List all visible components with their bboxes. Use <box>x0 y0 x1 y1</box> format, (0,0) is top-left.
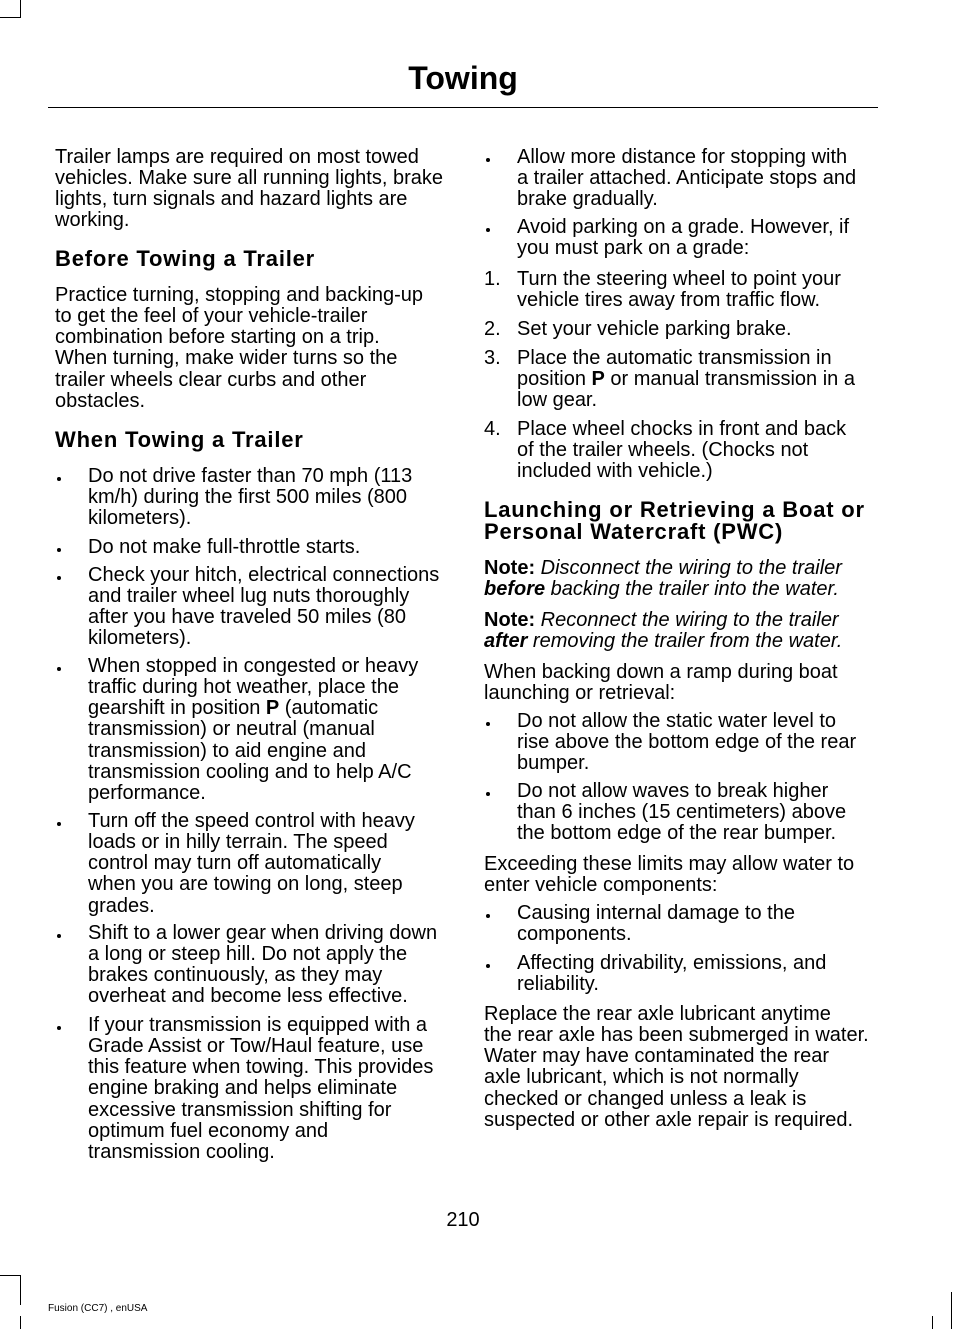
bullet-icon <box>57 822 61 826</box>
step-text: Place wheel chocks in front and back of the trailer wheels. (Chocks not included with vehicle.) <box>517 418 847 483</box>
backing-paragraph: When backing down a ramp during boat launching or retrieval: <box>484 661 838 705</box>
bullet-icon <box>486 228 490 232</box>
list-item <box>55 811 455 917</box>
list-item-text: Turn off the speed control with heavy loads or in hilly terrain. The speed control may turn off automatically when you are towing on long, steep grades. <box>88 810 415 917</box>
list-item-text: Avoid parking on a grade. However, if you must park on a grade: <box>517 216 850 260</box>
list-item-text: Do not allow waves to break higher than 6 inches (15 centimeters) above the bottom edge of the rear bumper. <box>517 780 847 845</box>
list-item-text: Allow more distance for stopping with a trailer attached. Anticipate stops and brake gradually. <box>517 146 857 211</box>
list-item <box>55 466 455 529</box>
section-heading-when-towing: When Towing a Trailer <box>55 427 304 452</box>
list-item-text: Do not drive faster than 70 mph (113 km/h) during the first 500 miles (800 kilometers). <box>88 465 413 530</box>
step-item <box>484 419 884 482</box>
bullet-icon <box>486 722 490 726</box>
list-item <box>484 711 884 774</box>
note-emphasis: before <box>484 578 546 601</box>
bullet-icon <box>486 964 490 968</box>
bullet-icon <box>486 914 490 918</box>
list-item-text: Affecting drivability, emissions, and reliability. <box>517 952 827 996</box>
section-heading-launching: Launching or Retrieving a Boat or Personal Watercraft (PWC) <box>484 497 865 544</box>
step-text <box>517 348 884 411</box>
list-item-text: Do not allow the static water level to rise above the bottom edge of the rear bumper. <box>517 710 857 775</box>
list-item-text: Shift to a lower gear when driving down a long or steep hill. Do not apply the brakes continuously, as they may overheat and become less effective. <box>88 922 438 1008</box>
intro-paragraph: Trailer lamps are required on most towed vehicles. Make sure all running lights, brake lights, turn signals and hazard lights are working. <box>55 146 443 232</box>
step-item <box>484 319 884 340</box>
note-disconnect-wiring <box>484 558 924 600</box>
crop-tick-bottom-right <box>932 1316 933 1329</box>
crop-mark-bottom-left <box>0 1275 21 1305</box>
step-text: Set your vehicle parking brake. <box>517 318 792 340</box>
bullet-icon <box>57 576 61 580</box>
note-label: Note: <box>484 609 536 631</box>
step-item <box>484 348 884 411</box>
bullet-icon <box>486 792 490 796</box>
list-item <box>484 217 884 259</box>
list-item-text: If your transmission is equipped with a Grade Assist or Tow/Haul feature, use this feature when towing. This provides engine braking and helps eliminate excessive transmission shifting for optimum fuel economy and transmission cooling. <box>88 1014 434 1163</box>
gear-position-p: P <box>265 697 280 720</box>
crop-tick-right-edge <box>951 1292 952 1329</box>
exceeding-paragraph: Exceeding these limits may allow water to enter vehicle components: <box>484 853 855 897</box>
list-item-text: Check your hitch, electrical connections and trailer wheel lug nuts thoroughly after you have traveled 50 miles (80 kilometers). <box>88 564 440 650</box>
step-number: 4. <box>484 418 501 440</box>
note-text: Reconnect the wiring to the trailer <box>540 609 839 631</box>
step-item <box>484 269 884 311</box>
step-number: 2. <box>484 318 501 340</box>
list-item <box>55 923 455 1008</box>
crop-tick-bottom-left <box>20 1316 21 1329</box>
title-divider <box>48 107 878 108</box>
list-item <box>55 1015 455 1163</box>
step-number: 1. <box>484 268 501 290</box>
bullet-icon <box>57 667 61 671</box>
step-number: 3. <box>484 347 501 369</box>
bullet-icon <box>486 158 490 162</box>
list-item <box>55 565 455 650</box>
note-reconnect-wiring <box>484 610 924 652</box>
text-run: When stopped in congested or heavy traffic during hot weather, place the gearshift in position <box>88 655 419 720</box>
section-heading-before-towing: Before Towing a Trailer <box>55 246 316 271</box>
list-item-text: Causing internal damage to the components. <box>517 902 795 946</box>
note-text: removing the trailer from the water. <box>527 630 843 653</box>
document-footer: Fusion (CC7) , enUSA <box>48 1303 148 1314</box>
list-item <box>55 537 455 558</box>
text-run: Place the automatic transmission in position <box>517 347 832 391</box>
note-emphasis: after <box>484 630 528 653</box>
list-item-text <box>88 656 455 804</box>
replace-lubricant-paragraph: Replace the rear axle lubricant anytime the rear axle has been submerged in water. Water may have contaminated the rear axle lubricant, which is not normally checked or changed unless a leak is suspected or other axle repair is required. <box>484 1003 869 1131</box>
note-text: Disconnect the wiring to the trailer <box>540 557 842 579</box>
note-text: backing the trailer into the water. <box>545 578 839 601</box>
list-item <box>55 656 455 804</box>
page-title: Towing <box>408 60 518 96</box>
crop-mark-top-left <box>0 0 21 18</box>
step-text: Turn the steering wheel to point your vehicle tires away from traffic flow. <box>517 268 841 312</box>
list-item <box>484 903 884 945</box>
bullet-icon <box>57 548 61 552</box>
bullet-icon <box>57 934 61 938</box>
note-label: Note: <box>484 557 536 579</box>
before-towing-paragraph: Practice turning, stopping and backing-up to get the feel of your vehicle-trailer combination before starting on a trip. When turning, make wider turns so the trailer wheels clear curbs and other obstacles. <box>55 284 424 412</box>
bullet-icon <box>57 477 61 481</box>
page-number: 210 <box>446 1209 480 1231</box>
text-run: (automatic transmission) or neutral (manual transmission) to aid engine and transmission cooling and to help A/C performance. <box>88 697 412 804</box>
list-item <box>484 147 884 210</box>
gear-position-p: P <box>591 368 605 391</box>
text-run: or manual transmission in a low gear. <box>517 368 855 412</box>
list-item <box>484 953 884 995</box>
list-item-text: Do not make full-throttle starts. <box>88 536 361 558</box>
list-item <box>484 781 884 844</box>
bullet-icon <box>57 1026 61 1030</box>
